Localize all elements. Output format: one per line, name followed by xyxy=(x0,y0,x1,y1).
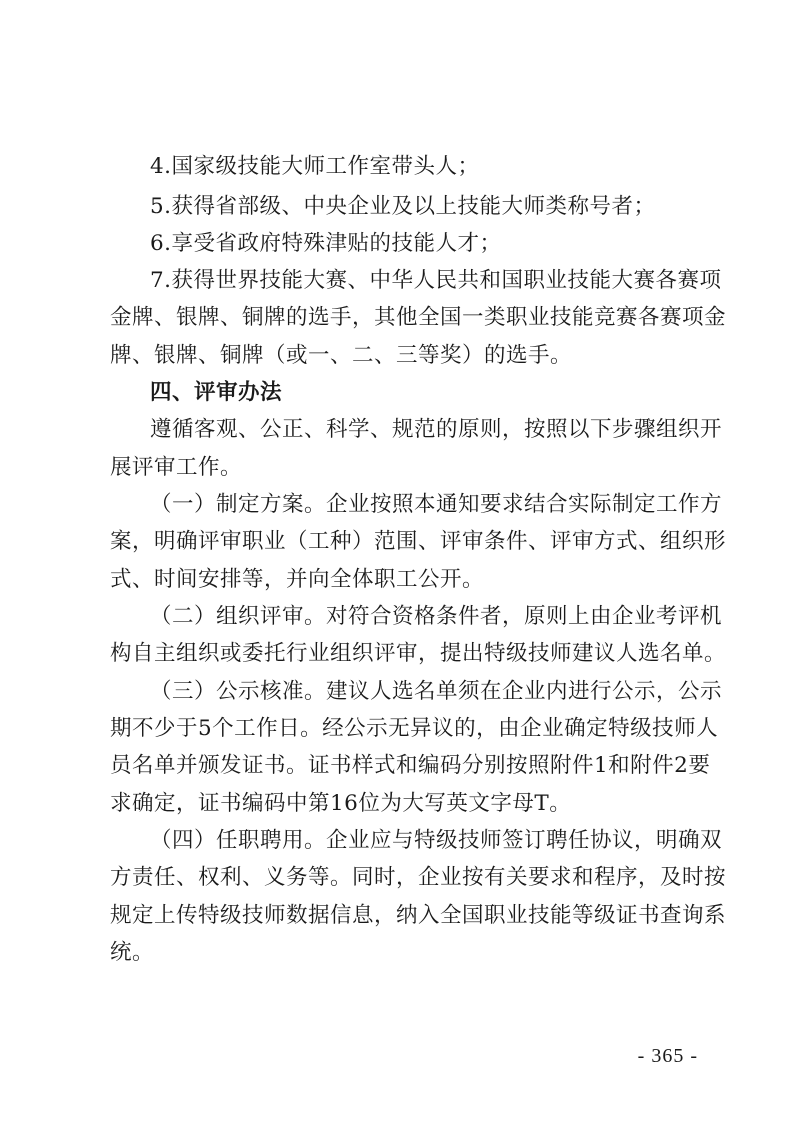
paragraph-line: 遵循客观、公正、科学、规范的原则，按照以下步骤组织开 xyxy=(150,417,723,442)
paragraph-line: 案，明确评审职业（工种）范围、评审条件、评审方式、组织形 xyxy=(110,529,727,554)
paragraph-line: 牌、银牌、铜牌（或一、二、三等奖）的选手。 xyxy=(110,343,573,368)
paragraph-line: （二）组织评审。对符合资格条件者，原则上由企业考评机 xyxy=(150,604,723,629)
paragraph-line: （四）任职聘用。企业应与特级技师签订聘任协议，明确双 xyxy=(150,828,723,853)
paragraph-line: 式、时间安排等，并向全体职工公开。 xyxy=(110,567,485,592)
paragraph-line: 方责任、权利、义务等。同时，企业按有关要求和程序，及时按 xyxy=(110,865,727,890)
page-number: - 365 - xyxy=(637,1045,698,1067)
list-item: 5.获得省部级、中央企业及以上技能大师类称号者； xyxy=(150,194,656,219)
paragraph-line: 构自主组织或委托行业组织评审，提出特级技师建议人选名单。 xyxy=(110,641,727,666)
paragraph-line: （一）制定方案。企业按照本通知要求结合实际制定工作方 xyxy=(150,492,723,517)
paragraph-line: 员名单并颁发证书。证书样式和编码分别按照附件1和附件2要 xyxy=(110,753,711,778)
paragraph-line: 期不少于5个工作日。经公示无异议的，由企业确定特级技师人 xyxy=(110,716,719,741)
list-item: 4.国家级技能大师工作室带头人； xyxy=(150,154,480,179)
paragraph-line: 展评审工作。 xyxy=(110,455,243,480)
paragraph-line: 金牌、银牌、铜牌的选手，其他全国一类职业技能竞赛各赛项金 xyxy=(110,305,727,330)
paragraph-line: （三）公示核准。建议人选名单须在企业内进行公示，公示 xyxy=(150,679,723,704)
paragraph-line: 统。 xyxy=(110,940,155,965)
list-item: 6.享受省政府特殊津贴的技能人才； xyxy=(150,231,502,256)
paragraph-line: 求确定，证书编码中第16位为大写英文字母T。 xyxy=(110,791,572,816)
paragraph-line: 规定上传特级技师数据信息，纳入全国职业技能等级证书查询系 xyxy=(110,903,727,928)
paragraph-line: 7.获得世界技能大赛、中华人民共和国职业技能大赛各赛项 xyxy=(150,268,722,293)
section-heading: 四、评审办法 xyxy=(150,380,283,405)
